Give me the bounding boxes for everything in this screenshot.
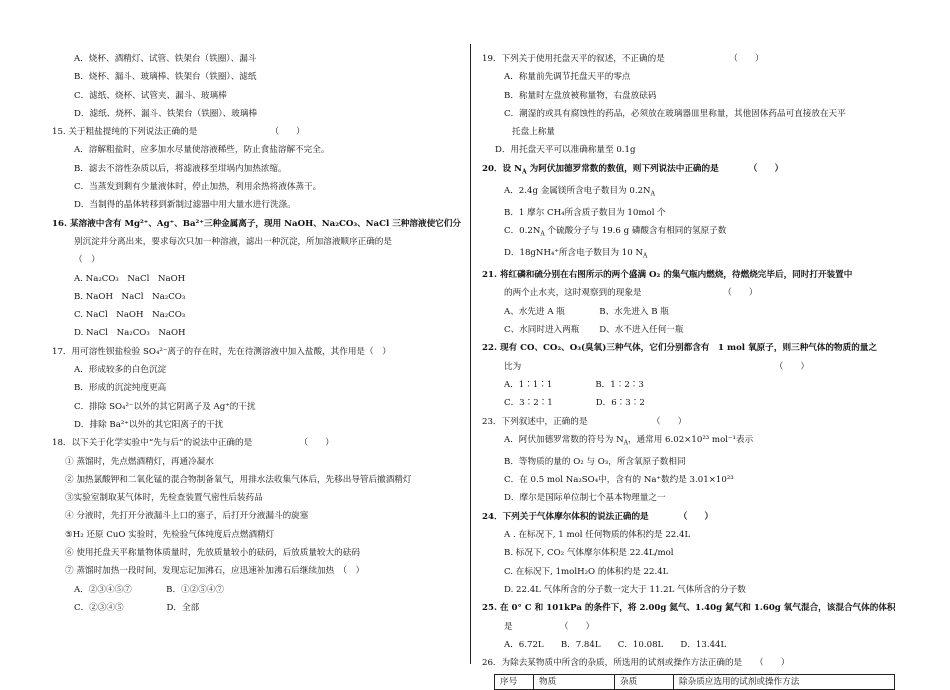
left-line: ⑥ 使用托盘天平称量物体质量时，先放质量较小的砝码，后放质量较大的砝码 [65,548,360,559]
right-line: 24．下列关于气体摩尔体积的说法正确的是 （ ） [482,511,714,522]
left-line: 别沉淀并分离出来，要求每次只加一种溶液，滤出一种沉淀，所加溶液顺序正确的是 [74,236,392,247]
right-line: 21. 将红磷和硫分别在右图所示的两个盛满 O₂ 的集气瓶内燃烧，待燃烧完毕后，同时打开装置中 [482,270,853,281]
right-line: A．1∶1∶1 B．1∶2∶3 [504,379,644,390]
right-line: B．等物质的量的 O₂ 与 O₃，所含氧原子数相同 [504,456,686,467]
table-header-cell: 杂质 [615,675,674,690]
left-line: A．溶解粗盐时，应多加水尽量使溶液稀些，防止食盐溶解不完全。 [74,145,330,156]
left-line: D．滤纸、烧杯、漏斗、铁架台（铁圈）、玻璃棒 [74,108,258,119]
right-line: 26．为除去某物质中所含的杂质，所选用的试剂或操作方法正确的是 （ ） [482,658,790,669]
left-column [52,50,462,617]
left-line: B．烧杯、漏斗、玻璃棒、铁架台（铁圈）、滤纸 [74,72,257,83]
left-line: ⑤H₂ 还原 CuO 实验时，先检验气体纯度后点燃酒精灯 [65,529,275,540]
right-line: C. 在标况下, 1molH₂O 的体积约是 22.4L [504,566,669,577]
right-line: 是 （ ） [504,621,595,632]
right-line: D. 22.4L 气体所含的分子数一定大于 11.2L 气体所含的分子数 [504,584,746,595]
left-line: 17．用可溶性钡盐检验 SO₄²⁻离子的存在时，先在待测溶液中加入盐酸，其作用是（ ） [52,346,391,357]
right-line: 25. 在 0° C 和 101kPa 的条件下，将 2.00g 氦气、1.40g 氮气和 1.60g 氧气混合，该混合气体的体积 [482,603,896,614]
right-line: C．在 0.5 mol Na₂SO₄中，含有的 Na⁺数约是 3.01×10²³ [504,475,734,486]
question-26-table [494,674,895,690]
right-line: B．1 摩尔 CH₄所含质子数目为 10mol 个 [504,207,666,218]
left-line: C．当蒸发到剩有少量液体时，停止加热，利用余热将液体蒸干。 [74,182,322,193]
right-line: 20．设 $N_A$ 为阿伏加德罗常数的数值，则下列说法中正确的是 （ ） [482,163,784,176]
right-line: A、水先进 A 瓶 B、水先进入 B 瓶 [504,306,669,317]
right-line: C、水同时进入两瓶 D、水不进入任何一瓶 [504,325,684,336]
left-line: A．形成较多的白色沉淀 [74,365,167,376]
right-line: 22. 现有 CO、CO₂、O₃(臭氧)三种气体，它们分别都含有 1 mol 氧原子，则三种气体的物质的量之 [482,343,877,354]
right-column [482,50,898,690]
left-line: C. NaCl NaOH Na₂CO₃ [74,310,186,321]
left-line: ② 加热氯酸钾和二氧化锰的混合物制备氧气，用排水法收集气体后，先移出导管后撤酒精灯 [65,474,412,485]
table-header-cell: 除杂质应选用的试剂或操作方法 [674,675,895,690]
right-line: A．阿伏加德罗常数的符号为 $N_A$，通常用 6.02×10²³ mol⁻¹表示 [504,434,754,447]
right-line: 19．下列关于使用托盘天平的叙述，不正确的是 （ ） [482,54,764,64]
right-line: C．$0.2N_A$ 个硫酸分子与 19.6 g 磷酸含有相同的氢原子数 [504,226,727,238]
right-line: A．6.72L B．7.84L C．10.08L D．13.44L [504,639,727,650]
right-line: 托盘上称量 [512,127,555,138]
left-line: D．排除 Ba²⁺以外的其它阳离子的干扰 [74,419,224,430]
left-line: 15. 关于粗盐提纯的下列说法正确的是 （ ） [52,127,305,138]
right-line: 比为 （ ） [504,361,810,372]
right-line: C．潮湿的或具有腐蚀性的药品，必须放在玻璃器皿里称量，其他固体药品可直接放在天平 [504,108,846,119]
left-line: A. Na₂CO₃ NaCl NaOH [74,273,186,284]
right-line: D．18gNH₄⁺所含电子数目为 10 $N_A$ [504,248,648,260]
right-line: 的两个止水夹，这时观察到的现象是 （ ） [504,288,758,299]
left-line: D. NaCl Na₂CO₃ NaOH [74,328,186,339]
table-header-cell: 物质 [534,675,615,690]
left-line: ⑦ 蒸馏时加热一段时间，发现忘记加沸石，应迅速补加沸石后继续加热 （ ） [65,566,365,577]
right-line: A．2.4g 金属镁所含电子数目为 $0.2N_A$ [504,185,655,198]
left-line: ④ 分液时，先打开分液漏斗上口的塞子，后打开分液漏斗的旋塞 [65,511,309,522]
left-line: B．滤去不溶性杂质以后，将滤液移至坩埚内加热浓缩。 [74,163,287,174]
right-line: D．用托盘天平可以准确称量至 0.1g [495,145,636,156]
left-line: D．当制得的晶体转移到新制过滤器中用大量水进行洗涤。 [74,200,296,211]
left-line: 16. 某溶液中含有 Mg²⁺、Ag⁺、Ba²⁺三种金属离子，现用 NaOH、Na₂CO₃、NaCl 三种溶液使它们分 [52,218,461,229]
right-line: D．摩尔是国际单位制七个基本物理量之一 [504,493,666,504]
table-header-cell: 序号 [495,675,534,690]
left-line: 18．以下关于化学实验中“先与后”的说法中正确的是 （ ） [52,438,334,449]
left-line: ① 蒸馏时，先点燃酒精灯，再通冷凝水 [65,456,214,467]
left-line: A．烧杯、酒精灯、试管、铁架台（铁圈）、漏斗 [74,54,257,64]
left-line: C．②③④⑤ D．全部 [74,602,200,613]
right-line: A . 在标况下, 1 mol 任何物质的体积约是 22.4L [504,530,691,541]
column-divider [470,44,471,664]
left-line: （ ） [74,255,100,266]
right-line: B．称量时左盘放被称量物，右盘放砝码 [504,90,657,101]
right-line: C．3∶2∶1 D．6∶3∶2 [504,398,645,409]
left-line: C．排除 SO₄²⁻以外的其它阴离子及 Ag⁺的干扰 [74,401,256,412]
left-line: A．②③④⑤⑦ B．①②⑤④⑦ [74,584,225,595]
left-line: C．滤纸、烧杯、试管夹、漏斗、玻璃棒 [74,90,227,101]
left-line: ③实验室制取某气体时，先检查装置气密性后装药品 [65,493,263,504]
right-line: B. 标况下, CO₂ 气体摩尔体积是 22.4L/mol [504,548,674,559]
left-line: B. NaOH NaCl Na₂CO₃ [74,291,186,302]
right-line: 23．下列叙述中，正确的是 （ ） [482,416,687,427]
left-line: B．形成的沉淀纯度更高 [74,383,167,394]
right-line: A．称量前先调节托盘天平的零点 [504,72,631,83]
